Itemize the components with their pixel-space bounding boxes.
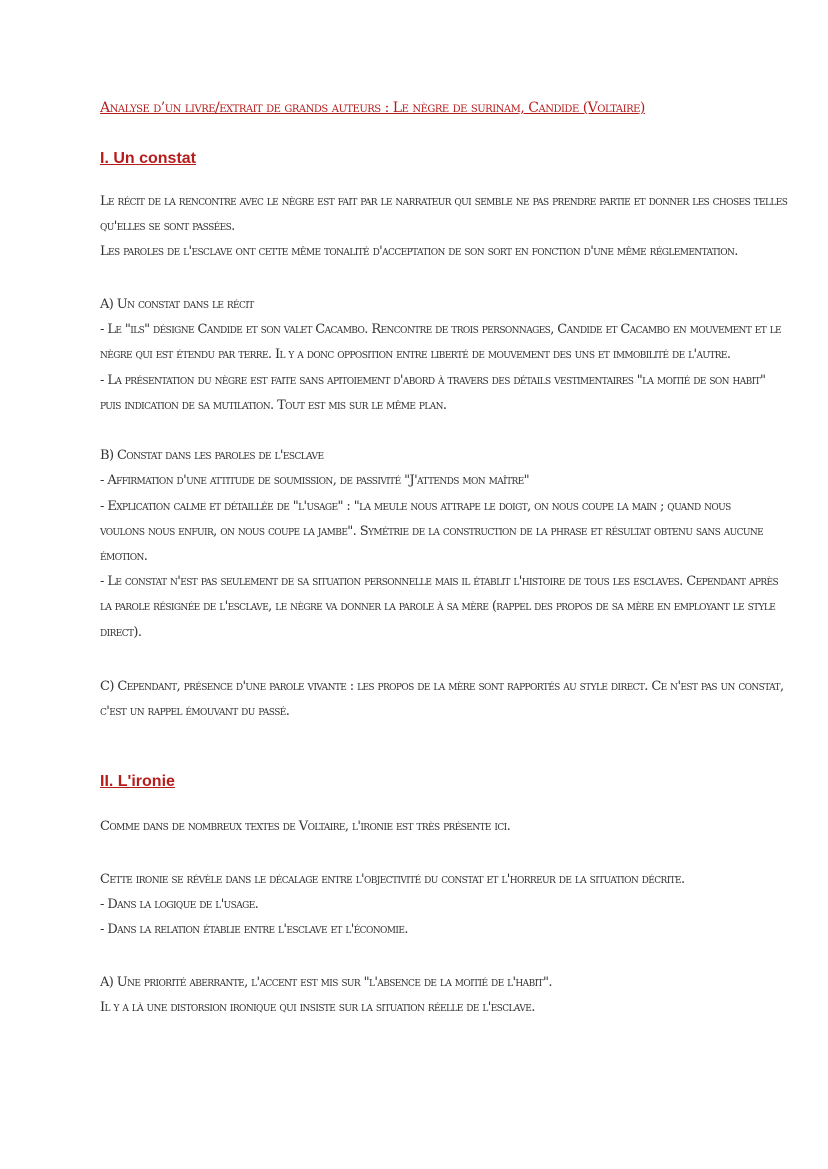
- section-heading-constat: I. Un constat: [100, 150, 197, 167]
- subsection-heading: A) Une priorité aberrante, l'accent est mis sur "l'absence de la moitié de l'habit".: [100, 975, 552, 990]
- paragraph-line: c'est un rappel émouvant du passé.: [100, 704, 290, 719]
- paragraph-line: - Dans la logique de l'usage.: [100, 897, 259, 912]
- paragraph-line: Il y a là une distorsion ironique qui insiste sur la situation réelle de l'esclave.: [100, 1000, 535, 1015]
- paragraph-line: - Dans la relation établie entre l'esclave et l'économie.: [100, 922, 408, 937]
- paragraph-line: Le récit de la rencontre avec le nègre est fait par le narrateur qui semble ne pas prendre partie et donner les choses telles: [100, 194, 788, 209]
- paragraph-line: qu'elles se sont passées.: [100, 219, 235, 234]
- paragraph-line: - La présentation du nègre est faite sans apitoiement d'abord à travers des détails vestimentaires "la moitié de son habit": [100, 373, 766, 388]
- paragraph-line: la parole résignée de l'esclave, le nègre va donner la parole à sa mère (rappel des propos de sa mère en employant le style: [100, 599, 776, 614]
- subsection-heading: B) Constat dans les paroles de l'esclave: [100, 448, 324, 463]
- paragraph-line: - Le "ils" désigne Candide et son valet Cacambo. Rencontre de trois personnages, Candide et Cacambo en mouvement et le: [100, 322, 782, 337]
- paragraph-line: nègre qui est étendu par terre. Il y a donc opposition entre liberté de mouvement des uns et immobilité de l'autre.: [100, 347, 731, 362]
- paragraph-line: Les paroles de l'esclave ont cette même tonalité d'acceptation de son sort en fonction d'une même réglementation.: [100, 244, 738, 259]
- paragraph-line: Comme dans de nombreux textes de Voltaire, l'ironie est très présente ici.: [100, 819, 511, 834]
- paragraph-line: émotion.: [100, 549, 148, 564]
- subsection-heading: A) Un constat dans le récit: [100, 297, 254, 312]
- subsection-heading: C) Cependant, présence d'une parole vivante : les propos de la mère sont rapportés au style direct. Ce n'est pas un constat,: [100, 679, 784, 694]
- paragraph-line: - Affirmation d'une attitude de soumission, de passivité "J'attends mon maître": [100, 473, 529, 488]
- section-heading-ironie: II. L'ironie: [100, 773, 175, 790]
- paragraph-line: - Explication calme et détaillée de "l'usage" : "la meule nous attrape le doigt, on nous coupe la main ; quand nous: [100, 499, 731, 514]
- paragraph-line: puis indication de sa mutilation. Tout est mis sur le même plan.: [100, 398, 447, 413]
- document-title: Analyse d’un livre/extrait de grands auteurs : Le nègre de surinam, Candide (Voltaire): [100, 100, 645, 116]
- paragraph-line: voulons nous enfuir, on nous coupe la jambe". Symétrie de la construction de la phrase et résultat obtenu sans aucune: [100, 524, 764, 539]
- paragraph-line: direct).: [100, 625, 142, 640]
- paragraph-line: Cette ironie se révèle dans le décalage entre l'objectivité du constat et l'horreur de la situation décrite.: [100, 872, 685, 887]
- paragraph-line: - Le constat n'est pas seulement de sa situation personnelle mais il établit l'histoire de tous les esclaves. Cependant après: [100, 574, 779, 589]
